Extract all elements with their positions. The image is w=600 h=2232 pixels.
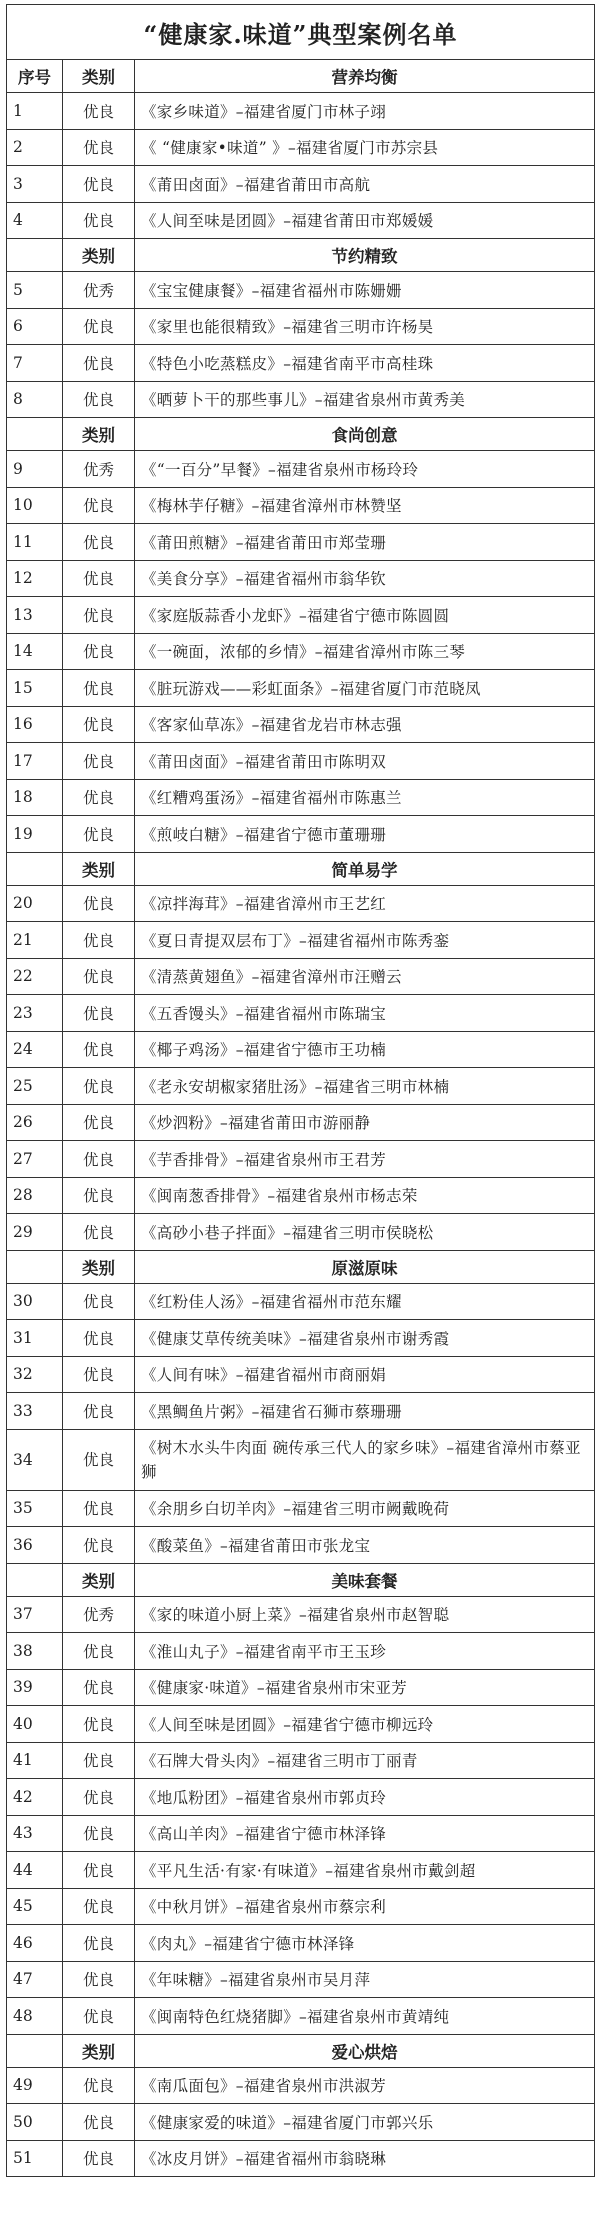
row-case-name: 《椰子鸡汤》–福建省宁德市王功楠 xyxy=(135,1031,595,1068)
row-number: 19 xyxy=(7,816,63,853)
row-grade: 优良 xyxy=(63,1068,135,1105)
table-row xyxy=(7,202,595,239)
section-heading: 爱心烘焙 xyxy=(135,2034,595,2067)
row-grade: 优良 xyxy=(63,1779,135,1816)
row-grade: 优良 xyxy=(63,1490,135,1527)
column-header-row xyxy=(7,60,595,93)
table-row xyxy=(7,1669,595,1706)
row-case-name: 《脏玩游戏——彩虹面条》–福建省厦门市范晓凤 xyxy=(135,670,595,707)
document xyxy=(6,4,594,2177)
row-grade: 优良 xyxy=(63,1214,135,1251)
row-grade: 优良 xyxy=(63,1998,135,2035)
row-case-name: 《家乡味道》–福建省厦门市林子翊 xyxy=(135,93,595,130)
section-heading: 食尚创意 xyxy=(135,418,595,451)
row-number: 11 xyxy=(7,524,63,561)
section-type-label: 类别 xyxy=(63,1563,135,1596)
row-case-name: 《莆田煎糖》–福建省莆田市郑莹珊 xyxy=(135,524,595,561)
row-grade: 优良 xyxy=(63,816,135,853)
row-case-name: 《南瓜面包》–福建省泉州市洪淑芳 xyxy=(135,2067,595,2104)
row-case-name: 《老永安胡椒家猪肚汤》–福建省三明市林楠 xyxy=(135,1068,595,1105)
column-header-number: 序号 xyxy=(7,60,63,93)
row-number: 2 xyxy=(7,129,63,166)
table-row xyxy=(7,2104,595,2141)
row-grade: 优良 xyxy=(63,2104,135,2141)
table-row xyxy=(7,308,595,345)
table-row xyxy=(7,779,595,816)
table-row xyxy=(7,451,595,488)
row-case-name: 《凉拌海茸》–福建省漳州市王艺红 xyxy=(135,885,595,922)
table-row xyxy=(7,1527,595,1564)
row-number: 28 xyxy=(7,1177,63,1214)
row-grade: 优良 xyxy=(63,1742,135,1779)
section-heading: 节约精致 xyxy=(135,239,595,272)
table-row xyxy=(7,1596,595,1633)
row-number: 34 xyxy=(7,1429,63,1490)
row-grade: 优良 xyxy=(63,381,135,418)
row-grade: 优良 xyxy=(63,166,135,203)
row-grade: 优良 xyxy=(63,597,135,634)
row-number: 18 xyxy=(7,779,63,816)
row-grade: 优良 xyxy=(63,1356,135,1393)
row-case-name: 《莆田卤面》–福建省莆田市高航 xyxy=(135,166,595,203)
row-case-name: 《芋香排骨》–福建省泉州市王君芳 xyxy=(135,1141,595,1178)
table-row xyxy=(7,633,595,670)
row-grade: 优秀 xyxy=(63,451,135,488)
row-case-name: 《石牌大骨头肉》–福建省三明市丁丽青 xyxy=(135,1742,595,1779)
row-grade: 优良 xyxy=(63,129,135,166)
row-grade: 优良 xyxy=(63,2140,135,2177)
section-header-blank xyxy=(7,239,63,272)
row-number: 48 xyxy=(7,1998,63,2035)
table-row xyxy=(7,560,595,597)
section-heading: 营养均衡 xyxy=(135,60,595,93)
table-row xyxy=(7,1706,595,1743)
section-heading: 简单易学 xyxy=(135,852,595,885)
table-row xyxy=(7,1356,595,1393)
section-header-blank xyxy=(7,418,63,451)
row-grade: 优良 xyxy=(63,706,135,743)
row-number: 40 xyxy=(7,1706,63,1743)
row-grade: 优良 xyxy=(63,1925,135,1962)
row-grade: 优良 xyxy=(63,1104,135,1141)
row-case-name: 《莆田卤面》–福建省莆田市陈明双 xyxy=(135,743,595,780)
row-case-name: 《健康家·味道》–福建省泉州市宋亚芳 xyxy=(135,1669,595,1706)
table-row xyxy=(7,958,595,995)
row-number: 12 xyxy=(7,560,63,597)
row-case-name: 《“一百分”早餐》–福建省泉州市杨玲玲 xyxy=(135,451,595,488)
table-row xyxy=(7,129,595,166)
row-case-name: 《晒萝卜干的那些事儿》–福建省泉州市黄秀美 xyxy=(135,381,595,418)
section-type-label: 类别 xyxy=(63,418,135,451)
table-row xyxy=(7,381,595,418)
table-row xyxy=(7,1742,595,1779)
row-number: 16 xyxy=(7,706,63,743)
row-number: 50 xyxy=(7,2104,63,2141)
section-header-row xyxy=(7,1250,595,1283)
row-number: 5 xyxy=(7,272,63,309)
row-case-name: 《 “健康家•味道” 》–福建省厦门市苏宗县 xyxy=(135,129,595,166)
section-header-blank xyxy=(7,1250,63,1283)
section-header-row xyxy=(7,852,595,885)
row-grade: 优秀 xyxy=(63,1596,135,1633)
row-number: 15 xyxy=(7,670,63,707)
row-case-name: 《年味糖》–福建省泉州市吴月萍 xyxy=(135,1961,595,1998)
row-number: 37 xyxy=(7,1596,63,1633)
row-grade: 优良 xyxy=(63,670,135,707)
row-case-name: 《高山羊肉》–福建省宁德市林泽锋 xyxy=(135,1815,595,1852)
table-row xyxy=(7,1925,595,1962)
row-grade: 优秀 xyxy=(63,272,135,309)
row-case-name: 《一碗面，浓郁的乡情》–福建省漳州市陈三琴 xyxy=(135,633,595,670)
row-grade: 优良 xyxy=(63,1888,135,1925)
row-case-name: 《五香馒头》–福建省福州市陈瑞宝 xyxy=(135,995,595,1032)
row-grade: 优良 xyxy=(63,93,135,130)
row-grade: 优良 xyxy=(63,922,135,959)
row-number: 32 xyxy=(7,1356,63,1393)
row-number: 6 xyxy=(7,308,63,345)
row-grade: 优良 xyxy=(63,202,135,239)
row-grade: 优良 xyxy=(63,885,135,922)
table-row xyxy=(7,1141,595,1178)
section-header-blank xyxy=(7,2034,63,2067)
row-case-name: 《闽南特色红烧猪脚》–福建省泉州市黄靖纯 xyxy=(135,1998,595,2035)
row-case-name: 《美食分享》–福建省福州市翁华钦 xyxy=(135,560,595,597)
row-case-name: 《肉丸》–福建省宁德市林泽锋 xyxy=(135,1925,595,1962)
table-row xyxy=(7,1320,595,1357)
row-case-name: 《人间有味》–福建省福州市商丽娟 xyxy=(135,1356,595,1393)
row-case-name: 《家里也能很精致》–福建省三明市许杨昊 xyxy=(135,308,595,345)
section-type-label: 类别 xyxy=(63,239,135,272)
row-case-name: 《黑鲷鱼片粥》–福建省石狮市蔡珊珊 xyxy=(135,1393,595,1430)
row-number: 44 xyxy=(7,1852,63,1889)
row-grade: 优良 xyxy=(63,1320,135,1357)
row-grade: 优良 xyxy=(63,560,135,597)
table-row xyxy=(7,922,595,959)
row-grade: 优良 xyxy=(63,1852,135,1889)
table-row xyxy=(7,706,595,743)
row-number: 3 xyxy=(7,166,63,203)
row-case-name: 《煎岐白糖》–福建省宁德市董珊珊 xyxy=(135,816,595,853)
row-number: 46 xyxy=(7,1925,63,1962)
row-case-name: 《红粉佳人汤》–福建省福州市范东耀 xyxy=(135,1283,595,1320)
row-number: 23 xyxy=(7,995,63,1032)
row-number: 51 xyxy=(7,2140,63,2177)
row-case-name: 《清蒸黄翅鱼》–福建省漳州市汪赠云 xyxy=(135,958,595,995)
row-number: 8 xyxy=(7,381,63,418)
section-type-label: 类别 xyxy=(63,1250,135,1283)
row-grade: 优良 xyxy=(63,1527,135,1564)
row-case-name: 《高砂小巷子拌面》–福建省三明市侯晓松 xyxy=(135,1214,595,1251)
row-case-name: 《余朋乡白切羊肉》–福建省三明市阙戴晚荷 xyxy=(135,1490,595,1527)
row-number: 9 xyxy=(7,451,63,488)
section-type-label: 类别 xyxy=(63,2034,135,2067)
row-grade: 优良 xyxy=(63,1669,135,1706)
row-grade: 优良 xyxy=(63,779,135,816)
row-number: 13 xyxy=(7,597,63,634)
section-header-row xyxy=(7,1563,595,1596)
row-number: 20 xyxy=(7,885,63,922)
section-type-label: 类别 xyxy=(63,852,135,885)
row-number: 25 xyxy=(7,1068,63,1105)
table-row xyxy=(7,1068,595,1105)
row-number: 14 xyxy=(7,633,63,670)
row-case-name: 《梅林芋仔糖》–福建省漳州市林赞坚 xyxy=(135,487,595,524)
table-row xyxy=(7,1998,595,2035)
table-row xyxy=(7,487,595,524)
row-number: 26 xyxy=(7,1104,63,1141)
row-number: 27 xyxy=(7,1141,63,1178)
table-row xyxy=(7,1104,595,1141)
row-number: 36 xyxy=(7,1527,63,1564)
row-number: 47 xyxy=(7,1961,63,1998)
row-number: 39 xyxy=(7,1669,63,1706)
row-case-name: 《淮山丸子》–福建省南平市王玉珍 xyxy=(135,1633,595,1670)
page-title: “健康家.味道”典型案例名单 xyxy=(7,5,595,60)
section-heading: 原滋原味 xyxy=(135,1250,595,1283)
row-case-name: 《人间至味是团圆》–福建省宁德市柳远玲 xyxy=(135,1706,595,1743)
row-number: 10 xyxy=(7,487,63,524)
table-row xyxy=(7,1177,595,1214)
row-number: 35 xyxy=(7,1490,63,1527)
row-number: 31 xyxy=(7,1320,63,1357)
table-row xyxy=(7,1633,595,1670)
row-case-name: 《健康艾草传统美味》–福建省泉州市谢秀霞 xyxy=(135,1320,595,1357)
row-case-name: 《平凡生活·有家·有味道》–福建省泉州市戴剑超 xyxy=(135,1852,595,1889)
row-number: 1 xyxy=(7,93,63,130)
row-grade: 优良 xyxy=(63,487,135,524)
row-case-name: 《地瓜粉团》–福建省泉州市郭贞玲 xyxy=(135,1779,595,1816)
row-number: 45 xyxy=(7,1888,63,1925)
row-number: 21 xyxy=(7,922,63,959)
row-grade: 优良 xyxy=(63,345,135,382)
section-header-row xyxy=(7,2034,595,2067)
table-row xyxy=(7,1429,595,1490)
row-number: 42 xyxy=(7,1779,63,1816)
row-grade: 优良 xyxy=(63,995,135,1032)
row-grade: 优良 xyxy=(63,633,135,670)
row-case-name: 《中秋月饼》–福建省泉州市蔡宗利 xyxy=(135,1888,595,1925)
table-row xyxy=(7,816,595,853)
row-grade: 优良 xyxy=(63,1141,135,1178)
table-row xyxy=(7,1214,595,1251)
row-number: 33 xyxy=(7,1393,63,1430)
row-grade: 优良 xyxy=(63,308,135,345)
section-header-row xyxy=(7,418,595,451)
row-case-name: 《酸菜鱼》–福建省莆田市张龙宝 xyxy=(135,1527,595,1564)
row-number: 24 xyxy=(7,1031,63,1068)
table-row xyxy=(7,1490,595,1527)
table-row xyxy=(7,885,595,922)
table-row xyxy=(7,524,595,561)
row-number: 4 xyxy=(7,202,63,239)
row-case-name: 《宝宝健康餐》–福建省福州市陈姗姗 xyxy=(135,272,595,309)
row-case-name: 《红糟鸡蛋汤》–福建省福州市陈惠兰 xyxy=(135,779,595,816)
row-grade: 优良 xyxy=(63,958,135,995)
row-number: 49 xyxy=(7,2067,63,2104)
table-row xyxy=(7,1815,595,1852)
row-case-name: 《树木水头牛肉面 碗传承三代人的家乡味》–福建省漳州市蔡亚狮 xyxy=(135,1429,595,1490)
table-row xyxy=(7,995,595,1032)
table-row xyxy=(7,93,595,130)
row-number: 30 xyxy=(7,1283,63,1320)
table-row xyxy=(7,166,595,203)
row-number: 22 xyxy=(7,958,63,995)
row-case-name: 《健康家爱的味道》–福建省厦门市郭兴乐 xyxy=(135,2104,595,2141)
row-grade: 优良 xyxy=(63,1283,135,1320)
case-list-table xyxy=(6,4,595,2177)
table-row xyxy=(7,1031,595,1068)
row-case-name: 《炒泗粉》–福建省莆田市游丽静 xyxy=(135,1104,595,1141)
row-number: 7 xyxy=(7,345,63,382)
row-grade: 优良 xyxy=(63,1706,135,1743)
table-row xyxy=(7,1961,595,1998)
row-grade: 优良 xyxy=(63,1177,135,1214)
table-row xyxy=(7,2140,595,2177)
row-number: 43 xyxy=(7,1815,63,1852)
table-row xyxy=(7,272,595,309)
table-row xyxy=(7,597,595,634)
table-row xyxy=(7,1779,595,1816)
section-header-blank xyxy=(7,1563,63,1596)
row-grade: 优良 xyxy=(63,1815,135,1852)
row-number: 38 xyxy=(7,1633,63,1670)
table-row xyxy=(7,1888,595,1925)
row-grade: 优良 xyxy=(63,1031,135,1068)
table-row xyxy=(7,743,595,780)
row-number: 17 xyxy=(7,743,63,780)
table-row xyxy=(7,1283,595,1320)
row-case-name: 《特色小吃蒸糕皮》–福建省南平市高桂珠 xyxy=(135,345,595,382)
row-grade: 优良 xyxy=(63,1961,135,1998)
section-header-blank xyxy=(7,852,63,885)
row-case-name: 《家庭版蒜香小龙虾》–福建省宁德市陈圆圆 xyxy=(135,597,595,634)
table-row xyxy=(7,670,595,707)
row-grade: 优良 xyxy=(63,1429,135,1490)
row-grade: 优良 xyxy=(63,1393,135,1430)
row-number: 29 xyxy=(7,1214,63,1251)
row-number: 41 xyxy=(7,1742,63,1779)
title-row xyxy=(7,5,595,60)
row-case-name: 《夏日青提双层布丁》–福建省福州市陈秀銮 xyxy=(135,922,595,959)
row-grade: 优良 xyxy=(63,1633,135,1670)
section-heading: 美味套餐 xyxy=(135,1563,595,1596)
table-row xyxy=(7,2067,595,2104)
row-case-name: 《人间至味是团圆》–福建省莆田市郑媛媛 xyxy=(135,202,595,239)
table-row xyxy=(7,345,595,382)
row-case-name: 《家的味道小厨上菜》–福建省泉州市赵智聪 xyxy=(135,1596,595,1633)
row-case-name: 《冰皮月饼》–福建省福州市翁晓琳 xyxy=(135,2140,595,2177)
row-grade: 优良 xyxy=(63,743,135,780)
table-row xyxy=(7,1852,595,1889)
row-grade: 优良 xyxy=(63,2067,135,2104)
table-body xyxy=(7,5,595,2177)
table-row xyxy=(7,1393,595,1430)
section-header-row xyxy=(7,239,595,272)
row-grade: 优良 xyxy=(63,524,135,561)
row-case-name: 《闽南葱香排骨》–福建省泉州市杨志荣 xyxy=(135,1177,595,1214)
column-header-type: 类别 xyxy=(63,60,135,93)
row-case-name: 《客家仙草冻》–福建省龙岩市林志强 xyxy=(135,706,595,743)
